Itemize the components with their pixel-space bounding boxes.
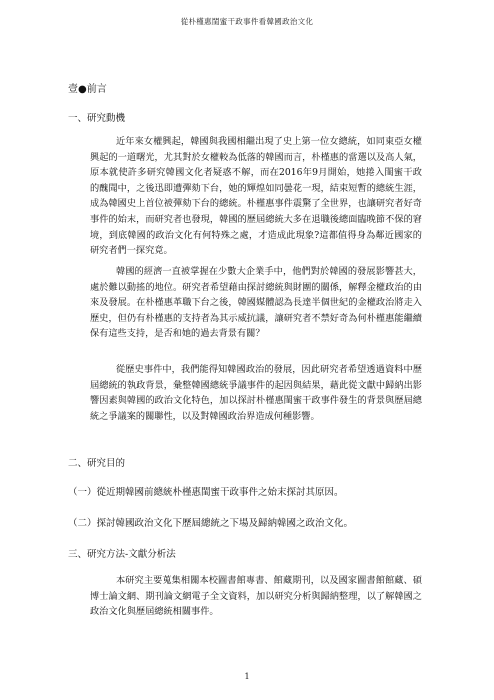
paragraph-1: 近年來女權興起，韓國與我國相繼出現了史上第一位女總統，如同東亞女權興起的一道曙光，尤其對於女權較為低落的韓國而言，朴槿惠的當選以及高人氣，原本就使許多研究韓國文化者疑惑不解，而在2016年9月開始，她捲入閨蜜干政的醜聞中，之後迅即遭彈劾下台，她的輝煌如同曇花一現，結束短暫的總統生涯，成為韓國史上首位被彈劾下台的總統。朴槿惠事件震驚了全世界，也讓研究者好奇事件的始末，而研究者也發現，韓國的歷屆總統大多在退職後總面臨晚節不保的窘境，到底韓國的政治文化有何特殊之處，才造成此現象?這都值得身為鄰近國家的研究者們一探究竟。 [90,136,422,257]
paragraph-3: 從歷史事件中，我們能得知韓國政治的發展，因此研究者希望透過資料中歷屆總統的執政背景，彙整韓國總統爭議事件的起因與結果，藉此從文獻中歸納出影響因素與韓國的政治文化特色，加以探討朴槿惠閨蜜干政事件發生的背景與歷屆總統之爭議案的關聯性，以及對韓國政治界造成何種影響。 [90,364,422,422]
objective-1: （一）從近期韓國前總統朴槿惠閨蜜干政事件之始末探討其原因。 [68,487,344,498]
subsection-method: 三、研究方法-文獻分析法 [68,549,176,560]
paragraph-2: 韓國的經濟一直被掌握在少數大企業手中，他們對於韓國的發展影響甚大，處於難以動搖的地位。研究者希望藉由探討總統與財團的關係，解釋金權政治的由來及發展。在朴槿惠革職下台之後，韓國媒體認為長達半個世紀的金權政治將走入歷史，但仍有朴槿惠的支持者為其示威抗議，讓研究者不禁好奇為何朴槿惠能繼續保有這些支持，是否和她的過去背景有關？ [90,266,422,340]
paragraph-4: 本研究主要蒐集相關本校圖書館專書、館藏期刊，以及國家圖書館館藏、碩博士論文網、期刊論文網電子全文資料，加以研究分析與歸納整理，以了解韓國之政治文化與歷屆總統相關事件。 [90,575,422,618]
running-header: 從朴槿惠閨蜜干政事件看韓國政治文化 [180,17,314,26]
subsection-purpose: 二、研究目的 [68,458,126,469]
page-number: 1 [244,672,250,681]
section-title: 壹●前言 [68,84,107,95]
subsection-motivation: 一、研究動機 [68,113,126,124]
objective-2: （二）探討韓國政治文化下歷屆總統之下場及歸納韓國之政治文化。 [68,518,354,529]
